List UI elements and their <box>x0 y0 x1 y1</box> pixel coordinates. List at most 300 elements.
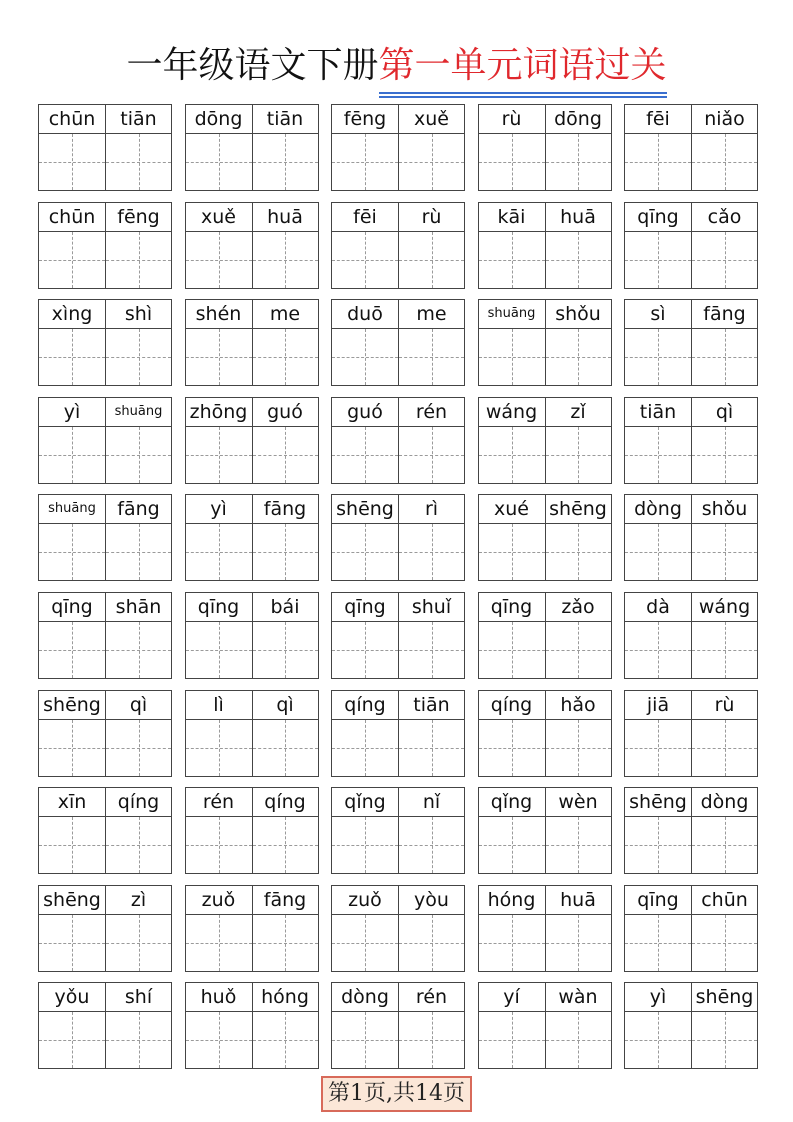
character-cell <box>545 203 611 288</box>
writing-box[interactable] <box>692 622 757 678</box>
writing-box[interactable] <box>625 232 691 288</box>
word-box <box>38 104 172 191</box>
pinyin-label: zhōng <box>186 398 252 427</box>
writing-box[interactable] <box>39 134 105 190</box>
writing-box[interactable] <box>625 1012 691 1068</box>
word-box <box>478 494 612 581</box>
character-cell <box>398 886 464 971</box>
writing-box[interactable] <box>692 134 757 190</box>
writing-box[interactable] <box>332 1012 398 1068</box>
writing-box[interactable] <box>692 427 757 483</box>
pinyin-label: chūn <box>39 105 105 134</box>
character-cell <box>479 203 545 288</box>
writing-box[interactable] <box>399 720 464 776</box>
writing-box[interactable] <box>399 622 464 678</box>
pinyin-label: xìng <box>39 300 105 329</box>
character-cell <box>625 593 691 678</box>
character-cell <box>545 788 611 873</box>
character-cell <box>186 203 252 288</box>
writing-box[interactable] <box>332 622 398 678</box>
writing-box[interactable] <box>186 134 252 190</box>
pinyin-label: duō <box>332 300 398 329</box>
character-cell <box>186 593 252 678</box>
word-box <box>331 982 465 1069</box>
character-cell <box>625 300 691 385</box>
writing-box[interactable] <box>186 1012 252 1068</box>
pinyin-label: fēi <box>332 203 398 232</box>
word-row <box>38 494 758 583</box>
pinyin-label: shēng <box>625 788 691 817</box>
pinyin-label: shì <box>106 300 171 329</box>
character-cell <box>105 788 171 873</box>
pinyin-label: yòu <box>399 886 464 915</box>
word-row <box>38 592 758 681</box>
word-box <box>38 787 172 874</box>
word-box <box>185 885 319 972</box>
pinyin-label: dòng <box>625 495 691 524</box>
writing-box[interactable] <box>399 329 464 385</box>
word-box <box>331 494 465 581</box>
writing-box[interactable] <box>253 1012 318 1068</box>
character-cell <box>252 300 318 385</box>
writing-box[interactable] <box>253 720 318 776</box>
character-cell <box>691 300 757 385</box>
character-cell <box>479 300 545 385</box>
pinyin-label: shēng <box>39 886 105 915</box>
pinyin-label: dòng <box>692 788 757 817</box>
word-box <box>331 202 465 289</box>
writing-box[interactable] <box>332 134 398 190</box>
character-cell <box>186 983 252 1068</box>
writing-box[interactable] <box>253 232 318 288</box>
pinyin-label: zǎo <box>546 593 611 622</box>
character-cell <box>105 105 171 190</box>
character-cell <box>545 300 611 385</box>
writing-box[interactable] <box>186 817 252 873</box>
pinyin-label: qíng <box>106 788 171 817</box>
writing-box[interactable] <box>546 329 611 385</box>
pinyin-label: qì <box>253 691 318 720</box>
word-box <box>624 592 758 679</box>
character-cell <box>186 886 252 971</box>
pinyin-label: rù <box>479 105 545 134</box>
page-indicator-wrap <box>0 1076 793 1112</box>
character-cell <box>39 593 105 678</box>
character-cell <box>186 788 252 873</box>
writing-box[interactable] <box>39 915 105 971</box>
character-cell <box>186 398 252 483</box>
pinyin-label: cǎo <box>692 203 757 232</box>
pinyin-label: tiān <box>253 105 318 134</box>
pinyin-label: guó <box>332 398 398 427</box>
word-box <box>478 592 612 679</box>
character-cell <box>186 495 252 580</box>
pinyin-label: wáng <box>692 593 757 622</box>
word-box <box>185 592 319 679</box>
writing-box[interactable] <box>479 915 545 971</box>
character-cell <box>252 788 318 873</box>
word-box <box>478 787 612 874</box>
pinyin-label: wáng <box>479 398 545 427</box>
pinyin-label: xuě <box>399 105 464 134</box>
writing-box[interactable] <box>253 524 318 580</box>
writing-box[interactable] <box>332 232 398 288</box>
character-cell <box>398 788 464 873</box>
writing-box[interactable] <box>399 427 464 483</box>
character-cell <box>479 886 545 971</box>
writing-box[interactable] <box>253 134 318 190</box>
character-cell <box>625 495 691 580</box>
writing-box[interactable] <box>546 1012 611 1068</box>
character-cell <box>398 300 464 385</box>
character-cell <box>398 691 464 776</box>
writing-box[interactable] <box>106 329 171 385</box>
character-cell <box>39 788 105 873</box>
pinyin-label: fēng <box>106 203 171 232</box>
writing-box[interactable] <box>39 817 105 873</box>
word-box <box>185 397 319 484</box>
character-cell <box>691 691 757 776</box>
character-cell <box>625 398 691 483</box>
character-cell <box>39 983 105 1068</box>
pinyin-label: fāng <box>692 300 757 329</box>
writing-box[interactable] <box>546 720 611 776</box>
character-cell <box>691 398 757 483</box>
pinyin-label: rén <box>186 788 252 817</box>
writing-box[interactable] <box>332 915 398 971</box>
writing-box[interactable] <box>106 134 171 190</box>
pinyin-label: hǎo <box>546 691 611 720</box>
writing-box[interactable] <box>692 915 757 971</box>
writing-box[interactable] <box>332 817 398 873</box>
writing-box[interactable] <box>332 524 398 580</box>
pinyin-label: hóng <box>479 886 545 915</box>
character-cell <box>332 300 398 385</box>
pinyin-label: huǒ <box>186 983 252 1012</box>
pinyin-label: shēng <box>692 983 757 1012</box>
character-cell <box>105 691 171 776</box>
character-cell <box>625 788 691 873</box>
title-grade-book: 一年级语文下册 <box>126 45 379 86</box>
pinyin-label: fāng <box>106 495 171 524</box>
writing-box[interactable] <box>546 232 611 288</box>
writing-box[interactable] <box>39 622 105 678</box>
pinyin-label: dōng <box>186 105 252 134</box>
writing-box[interactable] <box>332 720 398 776</box>
character-cell <box>398 203 464 288</box>
pinyin-label: rén <box>399 398 464 427</box>
pinyin-label: yǒu <box>39 983 105 1012</box>
pinyin-label: qīng <box>39 593 105 622</box>
word-box <box>624 397 758 484</box>
character-cell <box>332 886 398 971</box>
writing-box[interactable] <box>332 329 398 385</box>
writing-box[interactable] <box>479 329 545 385</box>
character-cell <box>625 691 691 776</box>
writing-box[interactable] <box>625 134 691 190</box>
pinyin-label: dà <box>625 593 691 622</box>
character-cell <box>105 886 171 971</box>
pinyin-label: wàn <box>546 983 611 1012</box>
pinyin-label: yì <box>625 983 691 1012</box>
writing-box[interactable] <box>399 817 464 873</box>
writing-box[interactable] <box>186 329 252 385</box>
character-cell <box>105 495 171 580</box>
pinyin-label: hóng <box>253 983 318 1012</box>
pinyin-label: shuāng <box>106 398 171 427</box>
writing-box[interactable] <box>479 524 545 580</box>
writing-box[interactable] <box>546 134 611 190</box>
pinyin-label: yí <box>479 983 545 1012</box>
word-row <box>38 982 758 1071</box>
word-box <box>478 202 612 289</box>
pinyin-label: wèn <box>546 788 611 817</box>
word-box <box>624 202 758 289</box>
writing-box[interactable] <box>39 524 105 580</box>
word-box <box>331 787 465 874</box>
writing-box[interactable] <box>479 134 545 190</box>
word-box <box>624 885 758 972</box>
pinyin-label: xuě <box>186 203 252 232</box>
writing-box[interactable] <box>186 427 252 483</box>
pinyin-label: rì <box>399 495 464 524</box>
writing-box[interactable] <box>106 427 171 483</box>
pinyin-label: kāi <box>479 203 545 232</box>
writing-box[interactable] <box>253 817 318 873</box>
writing-box[interactable] <box>253 915 318 971</box>
writing-box[interactable] <box>546 524 611 580</box>
word-box <box>624 690 758 777</box>
character-cell <box>39 203 105 288</box>
pinyin-label: shēng <box>39 691 105 720</box>
word-box <box>185 494 319 581</box>
character-cell <box>332 203 398 288</box>
writing-box[interactable] <box>479 1012 545 1068</box>
pinyin-label: guó <box>253 398 318 427</box>
writing-box[interactable] <box>253 622 318 678</box>
pinyin-label: niǎo <box>692 105 757 134</box>
character-cell <box>479 593 545 678</box>
writing-box[interactable] <box>692 1012 757 1068</box>
writing-box[interactable] <box>399 232 464 288</box>
pinyin-label: qīng <box>332 593 398 622</box>
pinyin-label: qǐng <box>479 788 545 817</box>
writing-box[interactable] <box>479 622 545 678</box>
character-cell <box>545 593 611 678</box>
pinyin-label: shí <box>106 983 171 1012</box>
writing-box[interactable] <box>625 524 691 580</box>
pinyin-label: shēng <box>546 495 611 524</box>
writing-box[interactable] <box>399 1012 464 1068</box>
character-cell <box>545 105 611 190</box>
writing-box[interactable] <box>106 524 171 580</box>
writing-box[interactable] <box>332 427 398 483</box>
pinyin-label: shuāng <box>479 300 545 329</box>
pinyin-label: shuāng <box>39 495 105 524</box>
character-cell <box>398 105 464 190</box>
writing-box[interactable] <box>39 427 105 483</box>
writing-box[interactable] <box>399 915 464 971</box>
pinyin-label: chūn <box>692 886 757 915</box>
pinyin-label: qīng <box>625 203 691 232</box>
writing-box[interactable] <box>253 329 318 385</box>
writing-box[interactable] <box>692 329 757 385</box>
writing-box[interactable] <box>479 232 545 288</box>
character-cell <box>105 300 171 385</box>
pinyin-label: rù <box>692 691 757 720</box>
character-cell <box>332 691 398 776</box>
pinyin-label: zǐ <box>546 398 611 427</box>
word-box <box>38 494 172 581</box>
pinyin-label: chūn <box>39 203 105 232</box>
character-cell <box>332 105 398 190</box>
character-cell <box>252 593 318 678</box>
writing-box[interactable] <box>186 622 252 678</box>
writing-box[interactable] <box>625 427 691 483</box>
character-cell <box>252 691 318 776</box>
pinyin-label: dòng <box>332 983 398 1012</box>
pinyin-label: shén <box>186 300 252 329</box>
pinyin-label: qǐng <box>332 788 398 817</box>
writing-box[interactable] <box>39 1012 105 1068</box>
writing-box[interactable] <box>253 427 318 483</box>
writing-box[interactable] <box>625 817 691 873</box>
writing-box[interactable] <box>692 524 757 580</box>
character-cell <box>398 495 464 580</box>
writing-box[interactable] <box>106 622 171 678</box>
character-cell <box>479 105 545 190</box>
word-box <box>331 104 465 191</box>
writing-box[interactable] <box>479 817 545 873</box>
title-unit-review: 第一单元词语过关 <box>379 42 667 90</box>
word-row <box>38 397 758 486</box>
pinyin-label: yì <box>186 495 252 524</box>
pinyin-label: tiān <box>106 105 171 134</box>
character-cell <box>252 203 318 288</box>
word-box <box>38 202 172 289</box>
character-cell <box>105 593 171 678</box>
writing-box[interactable] <box>692 720 757 776</box>
pinyin-label: huā <box>546 203 611 232</box>
word-box <box>624 494 758 581</box>
pinyin-label: nǐ <box>399 788 464 817</box>
pinyin-label: qì <box>692 398 757 427</box>
pinyin-label: sì <box>625 300 691 329</box>
pinyin-label: zuǒ <box>186 886 252 915</box>
writing-box[interactable] <box>39 329 105 385</box>
pinyin-label: rén <box>399 983 464 1012</box>
word-box <box>185 202 319 289</box>
character-cell <box>332 398 398 483</box>
character-cell <box>39 398 105 483</box>
character-cell <box>545 983 611 1068</box>
character-cell <box>105 983 171 1068</box>
writing-box[interactable] <box>625 915 691 971</box>
character-cell <box>332 593 398 678</box>
character-cell <box>625 105 691 190</box>
writing-box[interactable] <box>186 524 252 580</box>
writing-box[interactable] <box>186 915 252 971</box>
pinyin-label: lì <box>186 691 252 720</box>
word-grid <box>38 104 758 1080</box>
pinyin-label: qīng <box>625 886 691 915</box>
writing-box[interactable] <box>546 427 611 483</box>
writing-box[interactable] <box>186 720 252 776</box>
character-cell <box>545 691 611 776</box>
pinyin-label: qīng <box>479 593 545 622</box>
character-cell <box>545 495 611 580</box>
pinyin-label: fāng <box>253 886 318 915</box>
writing-box[interactable] <box>625 622 691 678</box>
writing-box[interactable] <box>106 817 171 873</box>
writing-box[interactable] <box>106 720 171 776</box>
writing-box[interactable] <box>625 329 691 385</box>
word-box <box>38 397 172 484</box>
word-box <box>185 787 319 874</box>
writing-box[interactable] <box>39 720 105 776</box>
word-box <box>38 982 172 1069</box>
word-box <box>478 104 612 191</box>
writing-box[interactable] <box>106 232 171 288</box>
writing-box[interactable] <box>625 720 691 776</box>
pinyin-label: huā <box>546 886 611 915</box>
pinyin-label: bái <box>253 593 318 622</box>
writing-box[interactable] <box>39 232 105 288</box>
writing-box[interactable] <box>399 134 464 190</box>
character-cell <box>252 983 318 1068</box>
page-title <box>0 42 793 90</box>
character-cell <box>479 691 545 776</box>
pinyin-label: shān <box>106 593 171 622</box>
pinyin-label: rù <box>399 203 464 232</box>
writing-box[interactable] <box>546 915 611 971</box>
pinyin-label: jiā <box>625 691 691 720</box>
character-cell <box>691 203 757 288</box>
pinyin-label: qíng <box>332 691 398 720</box>
writing-box[interactable] <box>692 232 757 288</box>
writing-box[interactable] <box>399 524 464 580</box>
word-box <box>38 592 172 679</box>
character-cell <box>105 203 171 288</box>
word-box <box>478 885 612 972</box>
character-cell <box>625 203 691 288</box>
writing-box[interactable] <box>546 817 611 873</box>
writing-box[interactable] <box>106 915 171 971</box>
character-cell <box>332 983 398 1068</box>
character-cell <box>39 495 105 580</box>
word-box <box>185 690 319 777</box>
writing-box[interactable] <box>106 1012 171 1068</box>
writing-box[interactable] <box>479 720 545 776</box>
word-row <box>38 690 758 779</box>
character-cell <box>252 105 318 190</box>
pinyin-label: shuǐ <box>399 593 464 622</box>
writing-box[interactable] <box>692 817 757 873</box>
character-cell <box>691 788 757 873</box>
writing-box[interactable] <box>186 232 252 288</box>
pinyin-label: fēng <box>332 105 398 134</box>
character-cell <box>39 300 105 385</box>
character-cell <box>479 983 545 1068</box>
pinyin-label: fāng <box>253 495 318 524</box>
word-box <box>478 397 612 484</box>
pinyin-label: qíng <box>253 788 318 817</box>
writing-box[interactable] <box>546 622 611 678</box>
word-box <box>624 104 758 191</box>
character-cell <box>252 495 318 580</box>
pinyin-label: fēi <box>625 105 691 134</box>
writing-box[interactable] <box>479 427 545 483</box>
